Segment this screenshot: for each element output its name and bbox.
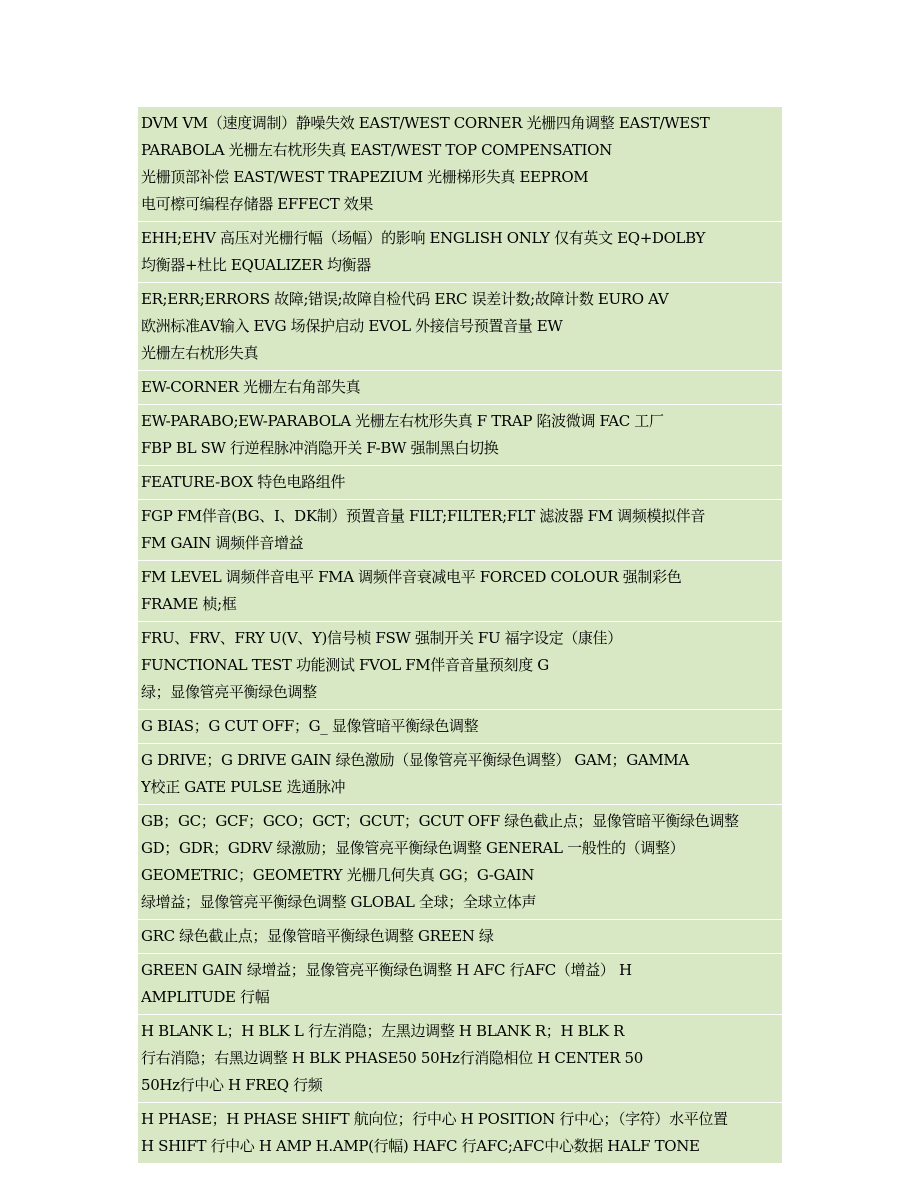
glossary-entry-block [138, 405, 782, 466]
glossary-line: GRC 绿色截止点；显像管暗平衡绿色调整 GREEN 绿 [141, 927, 494, 945]
glossary-line: GD；GDR；GDRV 绿激励；显像管亮平衡绿色调整 GENERAL 一般性的（调整） [141, 839, 685, 857]
glossary-line: FEATURE-BOX 特色电路组件 [141, 473, 346, 491]
glossary-line: AMPLITUDE 行幅 [141, 988, 270, 1006]
glossary-entry-block [138, 107, 782, 222]
glossary-line: EW-CORNER 光栅左右角部失真 [141, 378, 361, 396]
glossary-entry-block [138, 805, 782, 920]
glossary-line: FUNCTIONAL TEST 功能测试 FVOL FM伴音音量预刻度 G [141, 656, 549, 674]
glossary-line: GB；GC；GCF；GCO；GCT；GCUT；GCUT OFF 绿色截止点；显像管暗平衡绿色调整 [141, 812, 739, 830]
glossary-line: FRAME 桢;框 [141, 595, 237, 613]
glossary-entry-block [138, 500, 782, 561]
glossary-line: DVM VM（速度调制）静噪失效 EAST/WEST CORNER 光栅四角调整 EAST/WEST [141, 114, 710, 132]
glossary-line: GEOMETRIC；GEOMETRY 光栅几何失真 GG；G-GAIN [141, 866, 534, 884]
glossary-line: PARABOLA 光栅左右枕形失真 EAST/WEST TOP COMPENSATION [141, 141, 612, 159]
glossary-line: 行右消隐；右黑边调整 H BLK PHASE50 50Hz行消隐相位 H CENTER 50 [141, 1049, 643, 1067]
glossary-entry-block [138, 283, 782, 371]
glossary-entry-block [138, 222, 782, 283]
glossary-entry-block [138, 710, 782, 744]
glossary-entry-block [138, 744, 782, 805]
glossary-line: 光栅左右枕形失真 [141, 344, 259, 362]
glossary-entry-block [138, 954, 782, 1015]
glossary-entry-block [138, 1103, 782, 1164]
glossary-line: 均衡器+杜比 EQUALIZER 均衡器 [141, 256, 371, 274]
glossary-line: FGP FM伴音(BG、I、DK制）预置音量 FILT;FILTER;FLT 滤波器 FM 调频模拟伴音 [141, 507, 706, 525]
glossary-line: Y校正 GATE PULSE 选通脉冲 [141, 778, 346, 796]
glossary-line: FBP BL SW 行逆程脉冲消隐开关 F-BW 强制黑白切换 [141, 439, 499, 457]
glossary-line: FRU、FRV、FRY U(V、Y)信号桢 FSW 强制开关 FU 福字设定（康佳） [141, 629, 622, 647]
glossary-line: ER;ERR;ERRORS 故障;错误;故障自检代码 ERC 误差计数;故障计数 EURO AV [141, 290, 669, 308]
glossary-line: FM LEVEL 调频伴音电平 FMA 调频伴音衰减电平 FORCED COLOUR 强制彩色 [141, 568, 682, 586]
glossary-line: G DRIVE；G DRIVE GAIN 绿色激励（显像管亮平衡绿色调整） GAM；GAMMA [141, 751, 689, 769]
glossary-entry-block [138, 920, 782, 954]
glossary-line: 电可檫可编程存储器 EFFECT 效果 [141, 195, 374, 213]
glossary-entry-block [138, 561, 782, 622]
glossary-entry-block [138, 1015, 782, 1103]
glossary-line: EW-PARABO;EW-PARABOLA 光栅左右枕形失真 F TRAP 陷波微调 FAC 工厂 [141, 412, 664, 430]
glossary-line: 50Hz行中心 H FREQ 行频 [141, 1076, 323, 1094]
glossary-line: 欧洲标准AV输入 EVG 场保护启动 EVOL 外接信号预置音量 EW [141, 317, 563, 335]
glossary-line: 绿；显像管亮平衡绿色调整 [141, 683, 317, 701]
glossary-line: 绿增益；显像管亮平衡绿色调整 GLOBAL 全球；全球立体声 [141, 893, 537, 911]
glossary-entry-block [138, 466, 782, 500]
glossary-entry-block [138, 622, 782, 710]
glossary-line: EHH;EHV 高压对光栅行幅（场幅）的影响 ENGLISH ONLY 仅有英文 EQ+DOLBY [141, 229, 706, 247]
glossary-entry-block [138, 371, 782, 405]
glossary-line: H SHIFT 行中心 H AMP H.AMP(行幅) HAFC 行AFC;AFC中心数据 HALF TONE [141, 1137, 700, 1155]
glossary-line: FM GAIN 调频伴音增益 [141, 534, 304, 552]
glossary-line: H BLANK L；H BLK L 行左消隐；左黑边调整 H BLANK R；H BLK R [141, 1022, 625, 1040]
glossary-line: G BIAS；G CUT OFF；G_ 显像管暗平衡绿色调整 [141, 717, 479, 735]
glossary-line: H PHASE；H PHASE SHIFT 航向位；行中心 H POSITION 行中心；（字符）水平位置 [141, 1110, 728, 1128]
glossary-line: GREEN GAIN 绿增益；显像管亮平衡绿色调整 H AFC 行AFC（增益） H [141, 961, 632, 979]
glossary-page [138, 107, 782, 1164]
glossary-line: 光栅顶部补偿 EAST/WEST TRAPEZIUM 光栅梯形失真 EEPROM [141, 168, 589, 186]
